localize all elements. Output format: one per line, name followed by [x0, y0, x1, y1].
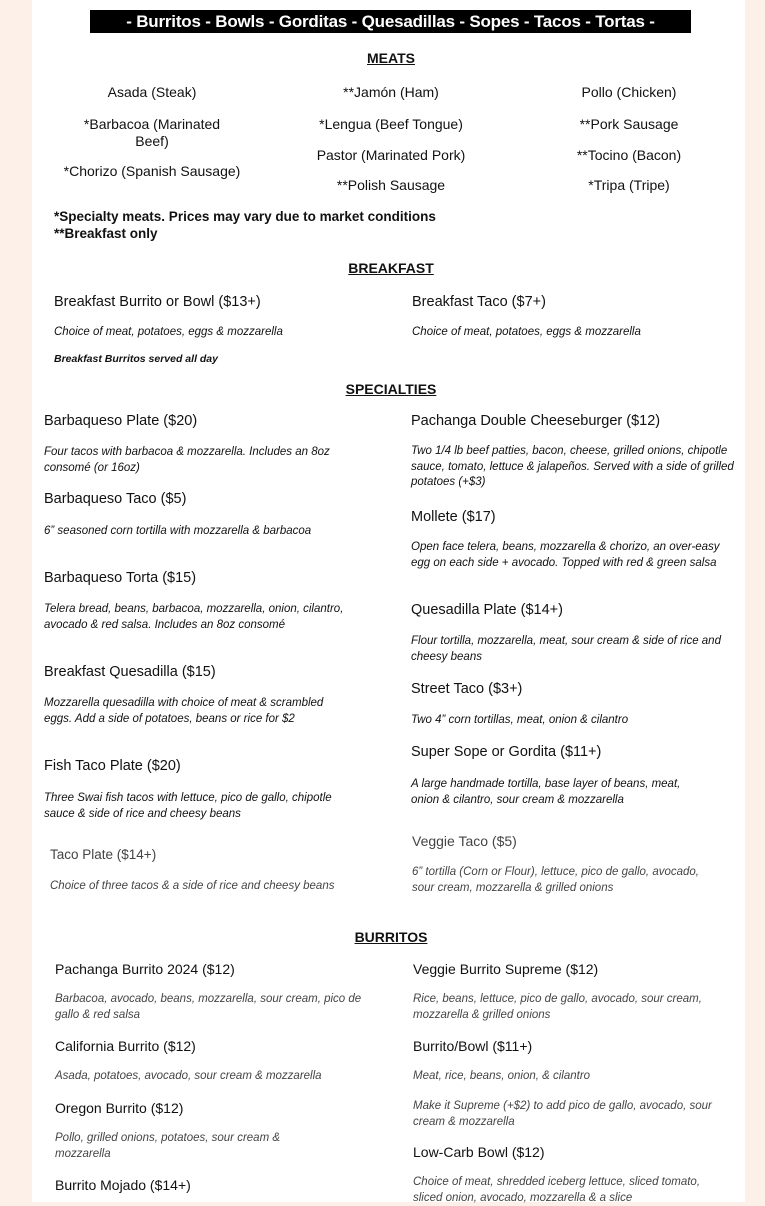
item-desc: A large handmade tortilla, base layer of beans, meat, onion & cilantro, sour cream & mozzarella: [411, 778, 681, 806]
item-title: Barbaqueso Plate ($20): [44, 413, 198, 429]
item-desc: Flour tortilla, mozzarella, meat, sour cream & side of rice and cheesy beans: [411, 635, 721, 663]
item-desc: 6” tortilla (Corn or Flour), lettuce, pico de gallo, avocado, sour cream, mozzarella & grilled onions: [412, 866, 699, 894]
breakfast-all-day-note: Breakfast Burritos served all day: [54, 353, 218, 365]
item-title: Breakfast Taco ($7+): [412, 294, 546, 310]
meat-item: *Tripa (Tripe): [588, 177, 670, 193]
item-title: Barbaqueso Torta ($15): [44, 570, 197, 586]
item-title: Low-Carb Bowl ($12): [413, 1144, 545, 1160]
item-title: California Burrito ($12): [55, 1038, 196, 1054]
item-desc: Two 1/4 lb beef patties, bacon, cheese, grilled onions, chipotle sauce, tomato, lettuce & jalapeños. Served with a side of grilled potatoes (+$3): [411, 445, 734, 488]
item-title: Pachanga Burrito 2024 ($12): [55, 961, 235, 977]
item-desc: Three Swai fish tacos with lettuce, pico de gallo, chipotle sauce & side of rice and cheesy beans: [44, 792, 332, 820]
meat-item: **Polish Sausage: [336, 177, 446, 193]
item-desc: Mozzarella quesadilla with choice of meat & scrambled eggs. Add a side of potatoes, beans or rice for $2: [44, 697, 324, 725]
item-title: Breakfast Burrito or Bowl ($13+): [54, 294, 261, 310]
item-title: Super Sope or Gordita ($11+): [411, 744, 602, 760]
item-desc: Choice of meat, potatoes, eggs & mozzarella: [54, 326, 283, 338]
item-desc: Rice, beans, lettuce, pico de gallo, avocado, sour cream, mozzarella & grilled onions: [413, 993, 702, 1021]
item-title: Street Taco ($3+): [411, 681, 523, 697]
item-desc: Open face telera, beans, mozzarella & chorizo, an over-easy egg on each side + avocado. Topped with red & green salsa: [411, 541, 720, 569]
item-title: Breakfast Quesadilla ($15): [44, 664, 216, 680]
item-desc: Two 4” corn tortillas, meat, onion & cilantro: [411, 714, 629, 726]
item-title: Veggie Taco ($5): [412, 833, 517, 849]
menu-banner: - Burritos - Bowls - Gorditas - Quesadillas - Sopes - Tacos - Tortas -: [90, 10, 691, 33]
item-desc: Choice of meat, potatoes, eggs & mozzarella: [412, 326, 641, 338]
item-title: Taco Plate ($14+): [50, 847, 157, 862]
item-note: Make it Supreme (+$2) to add pico de gallo, avocado, sour cream & mozzarella: [413, 1100, 712, 1128]
item-desc: Choice of meat, shredded iceberg lettuce, sliced tomato, sliced onion, avocado, mozzarella & a slice: [413, 1176, 701, 1204]
item-desc: Barbacoa, avocado, beans, mozzarella, sour cream, pico de gallo & red salsa: [55, 993, 362, 1021]
item-title: Pachanga Double Cheeseburger ($12): [411, 413, 661, 429]
item-title: Oregon Burrito ($12): [55, 1100, 184, 1116]
item-title: Barbaqueso Taco ($5): [44, 491, 187, 507]
meats-heading: MEATS: [367, 50, 415, 66]
meat-item: Pastor (Marinated Pork): [316, 147, 466, 163]
item-title: Burrito/Bowl ($11+): [413, 1038, 533, 1054]
meat-item: *Barbacoa (Marinated Beef): [83, 116, 221, 149]
meat-item: *Lengua (Beef Tongue): [319, 116, 463, 132]
item-title: Burrito Mojado ($14+): [55, 1177, 191, 1193]
breakfast-heading: BREAKFAST: [348, 260, 434, 276]
item-desc: Four tacos with barbacoa & mozzarella. Includes an 8oz consomé (or 16oz): [44, 446, 330, 474]
item-title: Veggie Burrito Supreme ($12): [413, 961, 599, 977]
item-desc: 6” seasoned corn tortilla with mozzarella & barbacoa: [44, 525, 312, 537]
item-title: Quesadilla Plate ($14+): [411, 602, 563, 618]
meat-item: **Tocino (Bacon): [576, 147, 682, 163]
item-title: Fish Taco Plate ($20): [44, 758, 181, 774]
item-title: Mollete ($17): [411, 509, 496, 525]
item-desc: Pollo, grilled onions, potatoes, sour cream & mozzarella: [55, 1132, 281, 1160]
item-desc: Meat, rice, beans, onion, & cilantro: [413, 1070, 591, 1082]
item-desc: Telera bread, beans, barbacoa, mozzarella, onion, cilantro, avocado & red salsa. Includes an 8oz consomé: [44, 603, 344, 631]
breakfast-only-note: **Breakfast only: [54, 226, 158, 241]
meat-item: Pollo (Chicken): [581, 84, 677, 100]
specialty-note: *Specialty meats. Prices may vary due to market conditions: [54, 209, 436, 224]
meat-item: **Pork Sausage: [579, 116, 679, 132]
item-desc: Choice of three tacos & a side of rice and cheesy beans: [50, 880, 335, 892]
item-desc: Asada, potatoes, avocado, sour cream & mozzarella: [55, 1070, 322, 1082]
meat-item: *Chorizo (Spanish Sausage): [63, 163, 241, 179]
burritos-heading: BURRITOS: [354, 929, 428, 945]
meat-item: **Jamón (Ham): [343, 84, 439, 100]
meat-item: Asada (Steak): [107, 84, 197, 100]
specialties-heading: SPECIALTIES: [345, 381, 437, 397]
